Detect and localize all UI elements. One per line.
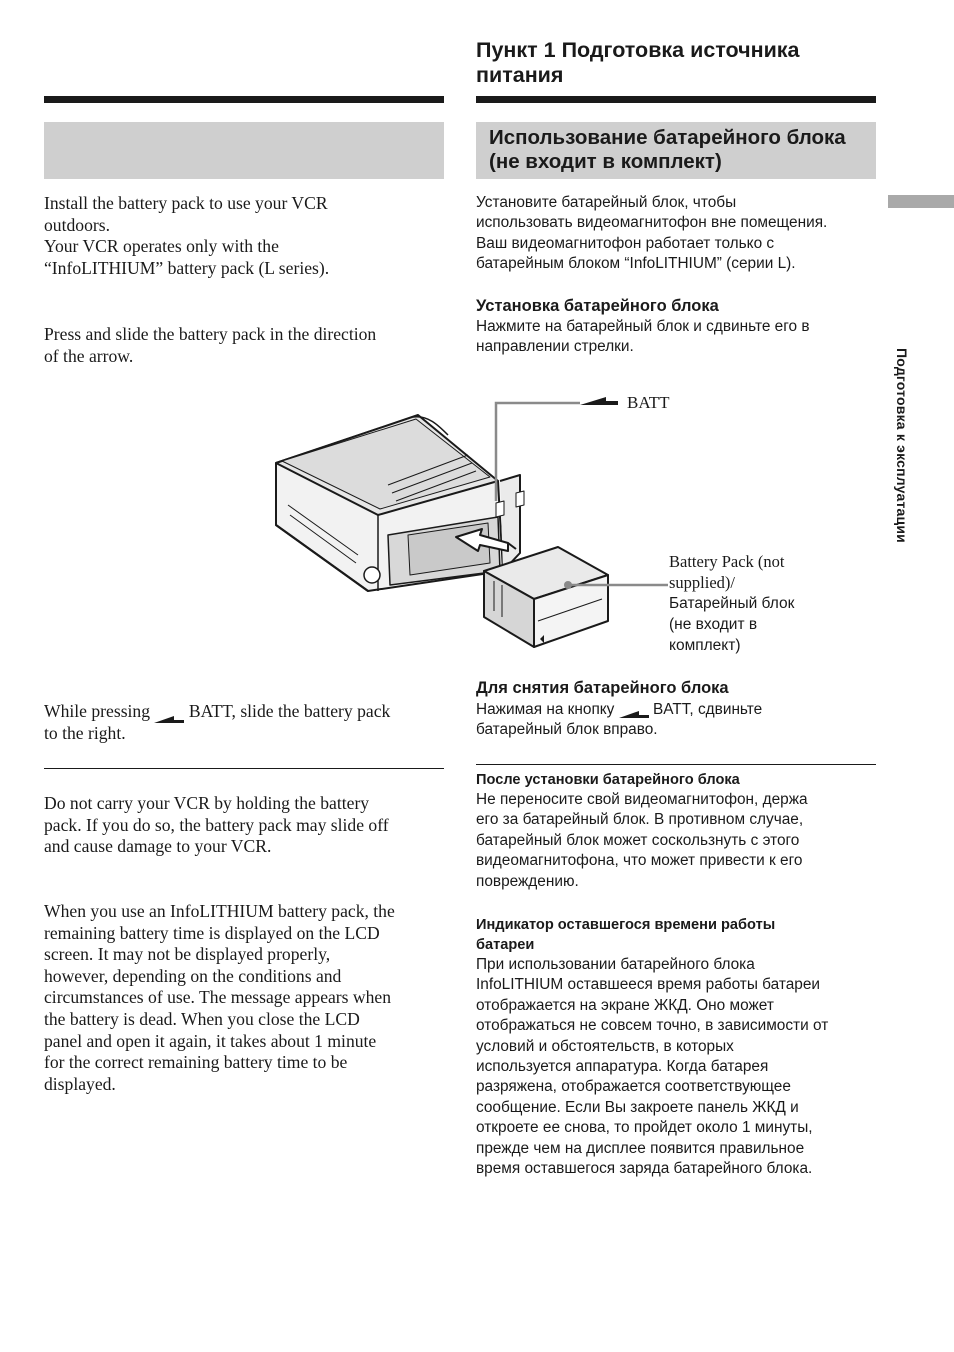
battery-callout-label: Battery Pack (not supplied)/ Батарейный блок (не входит в комплект) [669, 552, 795, 654]
batt-callout-icon [580, 397, 618, 405]
page-title: Пункт 1 Подготовка источника питания [476, 38, 800, 87]
batt-release-icon [619, 705, 649, 715]
chapter-tab-marker [888, 195, 954, 208]
ru-install-heading: Установка батарейного блока [476, 297, 719, 315]
en-intro: Install the battery pack to use your VCR outdoors. Your VCR operates only with the “InfoLITHIUM” battery pack (L series). [44, 193, 330, 278]
en-indicator-text: When you use an InfoLITHIUM battery pack, the remaining battery time is displayed on the LCD screen. It may not be displayed properly, however, depending on the conditions and circumstances of use. The message appears when the battery is dead. When you close the LCD panel and open it again, it takes about 1 minute for the correct remaining battery time to be displayed. [44, 901, 395, 1094]
rule-en-notes [44, 768, 444, 769]
rule-ru-notes [476, 764, 876, 765]
ru-after-text: Не переносите свой видеомагнитофон, держа его за батарейный блок. В противном случае, батарейный блок может соскользнуть с этого видеомагнитофона, что может привести к его повреждению. [476, 791, 808, 890]
batt-callout-label: BATT [627, 393, 670, 412]
section-title: Использование батарейного блока (не входит в комплект) [489, 126, 846, 173]
en-remove-text: While pressing BATT, slide the battery pack to the right. [44, 701, 391, 743]
ru-after-heading: После установки батарейного блока [476, 772, 740, 788]
ru-indicator-text: При использовании батарейного блока InfoLITHIUM оставшееся время работы батареи отображается на экране ЖКД. Оно может отображаться не совсем точно, в зависимости от условий и обстоятельств, в которых используется аппаратура. Когда батарея разряжена, отображается соответствующее сообщение. Если Вы закроете панель ЖКД и откроете ее снова, то пройдет около 1 минуты, прежде чем на дисплее появится правильное время оставшегося заряда батарейного блока. [476, 956, 829, 1178]
ru-remove-text: Нажимая на кнопку BATT, сдвиньте батарейный блок вправо. [476, 701, 763, 739]
chapter-side-label: Подготовка к эксплуатации [894, 348, 910, 543]
en-install-text: Press and slide the battery pack in the direction of the arrow. [44, 324, 377, 366]
rule-en-top [44, 96, 444, 103]
batt-release-icon [154, 708, 184, 718]
vcr-unit-drawing [276, 415, 524, 591]
ru-intro: Установите батарейный блок, чтобы использовать видеомагнитофон вне помещения. Ваш видеомагнитофон работает только с батарейным блоком “InfoLITHIUM” (серии L). [476, 194, 828, 273]
ru-install-text: Нажмите на батарейный блок и сдвиньте его в направлении стрелки. [476, 318, 810, 356]
rule-ru-top [476, 96, 876, 103]
ru-indicator-heading: Индикатор оставшегося времени работы батареи [476, 917, 776, 953]
en-section-band [44, 122, 444, 179]
ru-remove-heading: Для снятия батарейного блока [476, 679, 729, 697]
en-after-text: Do not carry your VCR by holding the battery pack. If you do so, the battery pack may slide off and cause damage to your VCR. [44, 793, 389, 857]
